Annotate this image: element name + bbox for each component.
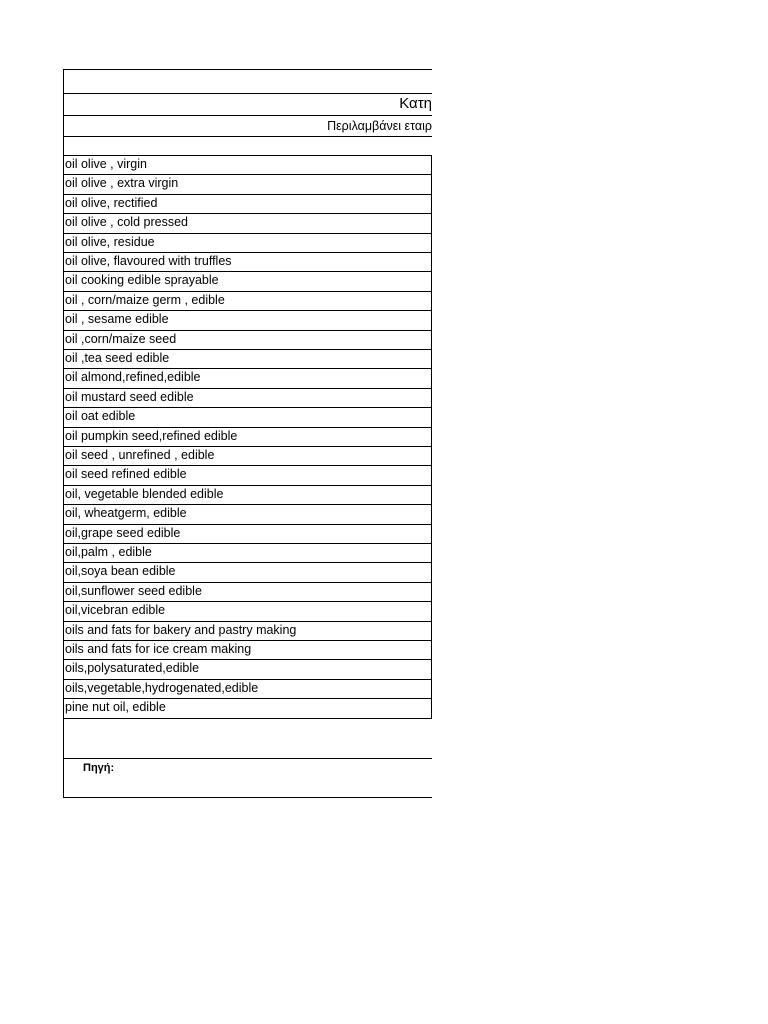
- table-row: oil seed refined edible: [65, 467, 187, 482]
- row-divider: [63, 718, 432, 719]
- table-row: oil seed , unrefined , edible: [65, 448, 215, 462]
- frame-bottom: [63, 797, 432, 798]
- page-title: Κατη: [399, 95, 432, 112]
- table-row: oil olive, rectified: [65, 195, 158, 210]
- table-row: oil,sunflower seed edible: [65, 583, 202, 598]
- table-row: oil olive, residue: [65, 234, 155, 249]
- table-row: oil , sesame edible: [65, 312, 169, 327]
- table-row: oil,vicebran edible: [65, 603, 166, 618]
- source-label: Πηγή:: [83, 762, 115, 774]
- table-row: oil olive , virgin: [65, 157, 147, 171]
- header-line-1: [63, 93, 432, 94]
- frame-top: [63, 69, 432, 70]
- table-row: oil cooking edible sprayable: [65, 273, 219, 288]
- table-row: oil oat edible: [65, 409, 136, 424]
- footer-line: [63, 758, 432, 759]
- table-row: oil olive, flavoured with truffles: [65, 254, 232, 268]
- page-subtitle: Περιλαμβάνει εταιρ: [327, 119, 432, 133]
- table-row: oil pumpkin seed,refined edible: [65, 428, 238, 443]
- table-row: oil mustard seed edible: [65, 389, 194, 404]
- table-row: oil olive , cold pressed: [65, 215, 188, 230]
- table-row: oil, vegetable blended edible: [65, 486, 224, 501]
- table-row: pine nut oil, edible: [65, 700, 166, 715]
- table-row: oil, wheatgerm, edible: [65, 506, 187, 521]
- table-row: oil , corn/maize germ , edible: [65, 292, 225, 307]
- table-row: oil ,corn/maize seed: [65, 331, 177, 346]
- spreadsheet-page: [63, 69, 432, 798]
- table-row: oils,vegetable,hydrogenated,edible: [65, 680, 259, 695]
- table-row: oils,polysaturated,edible: [65, 661, 200, 676]
- table-right-border: [431, 155, 432, 718]
- table-row: oil,palm , edible: [65, 545, 152, 559]
- table-row: oil ,tea seed edible: [65, 351, 170, 365]
- table-row: oils and fats for ice cream making: [65, 642, 252, 656]
- table-row: oils and fats for bakery and pastry making: [65, 622, 297, 637]
- table-row: oil,grape seed edible: [65, 525, 181, 540]
- table-row: oil almond,refined,edible: [65, 370, 201, 385]
- table-row: oil olive , extra virgin: [65, 176, 179, 191]
- header-line-3: [63, 136, 432, 137]
- table-row: oil,soya bean edible: [65, 564, 176, 579]
